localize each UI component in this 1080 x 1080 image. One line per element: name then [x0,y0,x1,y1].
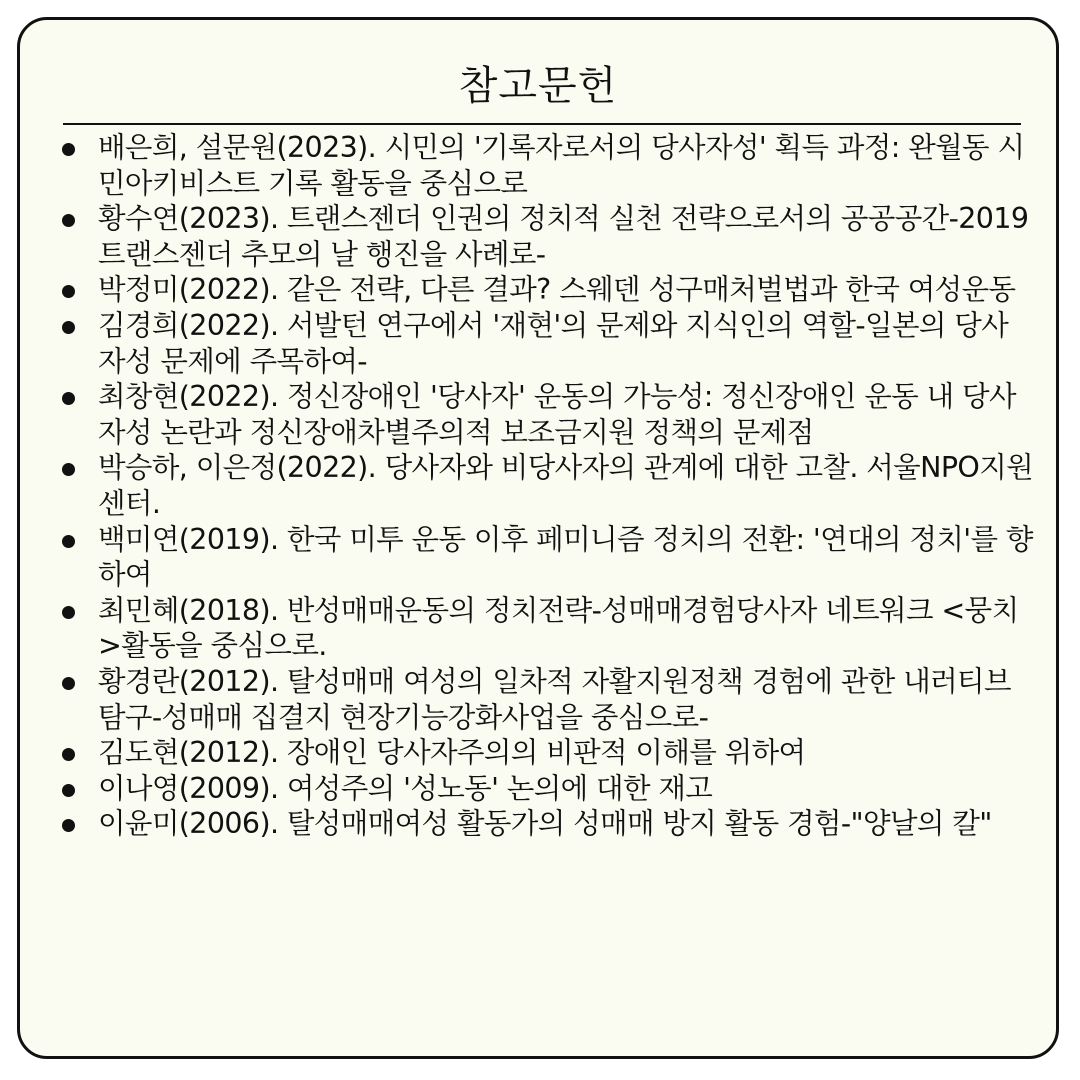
reference-text: 김경희(2022). 서발턴 연구에서 '재현'의 문제와 지식인의 역할-일본의 당사자성 문제에 주목하여- [98,308,1009,378]
reference-text: 김도현(2012). 장애인 당사자주의의 비판적 이해를 위하여 [98,736,806,770]
bullet-icon [62,748,75,761]
reference-item [60,201,1035,272]
reference-item [60,308,1035,379]
reference-item [60,450,1035,521]
reference-list [60,130,1035,842]
bullet-icon [62,463,75,476]
bullet-icon [62,784,75,797]
bullet-icon [62,143,75,156]
bullet-icon [62,214,75,227]
reference-item [60,664,1035,735]
reference-item [60,379,1035,450]
reference-text: 배은희, 설문원(2023). 시민의 '기록자로서의 당사자성' 획득 과정: 완월동 시민아키비스트 기록 활동을 중심으로 [98,131,1025,200]
page-title: 참고문헌 [458,63,618,109]
bullet-icon [62,535,75,548]
reference-text: 박정미(2022). 같은 전략, 다른 결과? 스웨덴 성구매처벌법과 한국 여성운동 [98,273,1016,307]
reference-text: 이나영(2009). 여성주의 '성노동' 논의에 대한 재고 [98,771,713,805]
title-divider [63,123,1021,125]
reference-text: 황경란(2012). 탈성매매 여성의 일차적 자활지원정책 경험에 관한 내러티브 탐구-성매매 집결지 현장기능강화사업을 중심으로- [98,664,1011,734]
bullet-icon [62,321,75,334]
bullet-icon [62,285,75,298]
reference-text: 백미연(2019). 한국 미투 운동 이후 페미니즘 정치의 전환: '연대의 정치'를 향하여 [98,522,1033,592]
reference-item [60,806,1035,842]
reference-text: 황수연(2023). 트랜스젠더 인권의 정치적 실천 전략으로서의 공공공간-2019 트랜스젠더 추모의 날 행진을 사례로- [98,202,1029,271]
bullet-icon [62,677,75,690]
bullet-icon [62,819,75,832]
reference-text: 최창현(2022). 정신장애인 '당사자' 운동의 가능성: 정신장애인 운동 내 당사자성 논란과 정신장애차별주의적 보조금지원 정책의 문제점 [98,380,1016,449]
reference-item [60,272,1035,308]
bullet-icon [62,606,75,619]
reference-text: 최민혜(2018). 반성매매운동의 정치전략-성매매경험당사자 네트워크 <뭉치>활동을 중심으로. [98,593,1019,663]
reference-item [60,735,1035,771]
reference-item [60,593,1035,664]
reference-text: 이윤미(2006). 탈성매매여성 활동가의 성매매 방지 활동 경험-"양날의 칼" [98,807,992,841]
reference-item [60,771,1035,807]
references-card [17,17,1059,1059]
reference-item [60,522,1035,593]
reference-item [60,130,1035,201]
reference-text: 박승하, 이은정(2022). 당사자와 비당사자의 관계에 대한 고찰. 서울NPO지원센터. [98,451,1034,520]
bullet-icon [62,392,75,405]
